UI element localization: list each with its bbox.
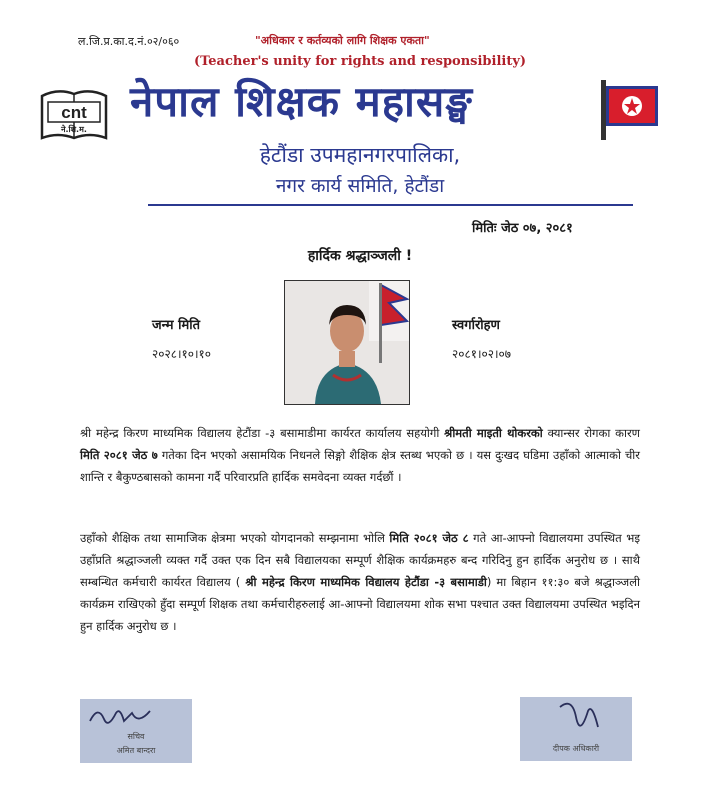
paragraph-text: उहाँको शैक्षिक तथा सामाजिक क्षेत्रमा भएको योगदानको सम्झनामा भोलि	[80, 531, 390, 545]
motto-english: (Teacher's unity for rights and responsibility)	[193, 54, 527, 69]
birth-date-label: जन्म मिति	[152, 318, 200, 333]
paragraph-text: क्यान्सर रोगका कारण	[542, 426, 640, 440]
svg-text:ने.शि.म.: ने.शि.म.	[61, 125, 87, 134]
document-date: मितिः जेठ ०७, २०८१	[472, 221, 573, 236]
paragraph-text: गते आ-आफ्नो विद्यालयमा उपस्थित भइ उहाँप्रति श्रद्धाञ्जली व्यक्त गर्दै उक्त एक दिन सबै विद्यालयका सम्पूर्ण शैक्षिक कार्यक्रमहरु बन्द गरिदिनु हुन हार्दिक अनुरोध छ । साथै सम्बन्धित कर्मचारी कार्यरत विद्यालय (	[80, 531, 640, 589]
signature-secretary	[80, 699, 192, 763]
header-divider	[148, 204, 633, 206]
paragraph-condolence	[80, 422, 640, 488]
death-date-inline: मिति २०८१ जेठ ७	[80, 448, 158, 462]
signature-title: सचिव	[127, 732, 145, 741]
registration-number: ल.जि.प्र.का.द.नं.०२/०६०	[78, 35, 180, 48]
cnt-logo	[38, 86, 110, 148]
paragraph-text: श्री महेन्द्र किरण माध्यमिक विद्यालय हेटौंडा -३ बसामाडीमा कार्यरत कार्यालय सहयोगी	[80, 426, 445, 440]
death-date-value: २०८१।०२।०७	[452, 347, 512, 361]
closure-date-inline: मिति २०८१ जेठ ८	[389, 531, 469, 545]
death-date-label: स्वर्गारोहण	[452, 318, 500, 333]
book-logo-icon	[38, 86, 110, 148]
paragraph-text: ) मा बिहान ११:३० बजे श्रद्धाञ्जली कार्यक्रम राखिएको हुँदा सम्पूर्ण शिक्षक तथा कर्मचारीहरुलाई आ-आफ्नो विद्यालयमा शोक सभा पश्चात उक्त विद्यालयमा उपस्थित भइदिन हुन हार्दिक अनुरोध छ ।	[80, 575, 640, 633]
paragraph-request	[80, 527, 640, 637]
signature-name: दीपक अधिकारी	[552, 744, 600, 753]
portrait-photo	[284, 280, 410, 405]
organization-name: नेपाल शिक्षक महासङ्घ	[130, 77, 473, 126]
signature-name: अमित बान्दरा	[116, 746, 156, 755]
svg-text:cnt: cnt	[61, 103, 87, 122]
birth-date-value: २०२८।१०।१०	[152, 347, 212, 361]
paragraph-text: गतेका दिन भएको असामयिक निधनले सिङ्गो शैक्षिक क्षेत्र स्तब्ध भएको छ । यस दुःखद घडिमा उहाँको आत्माको चीर शान्ति र बैकुण्ठबासको कामना गर्दै परिवारप्रति हार्दिक समवेदना व्यक्त गर्दछौं ।	[80, 448, 640, 484]
motto-nepali: "अधिकार र कर्तव्यको लागि शिक्षक एकता"	[255, 34, 430, 47]
signature-chairperson	[520, 697, 632, 761]
school-name-inline: श्री महेन्द्र किरण माध्यमिक विद्यालय हेटौंडा -३ बसामाडी	[245, 575, 487, 589]
deceased-name: श्रीमती माइती थोकरको	[444, 426, 543, 440]
committee-line: नगर कार्य समिति, हेटौंडा	[275, 175, 445, 197]
document-heading: हार्दिक श्रद्धाञ्जली !	[307, 248, 413, 264]
party-flag-icon	[598, 78, 662, 142]
municipality-line: हेटौंडा उपमहानगरपालिका,	[259, 143, 461, 167]
